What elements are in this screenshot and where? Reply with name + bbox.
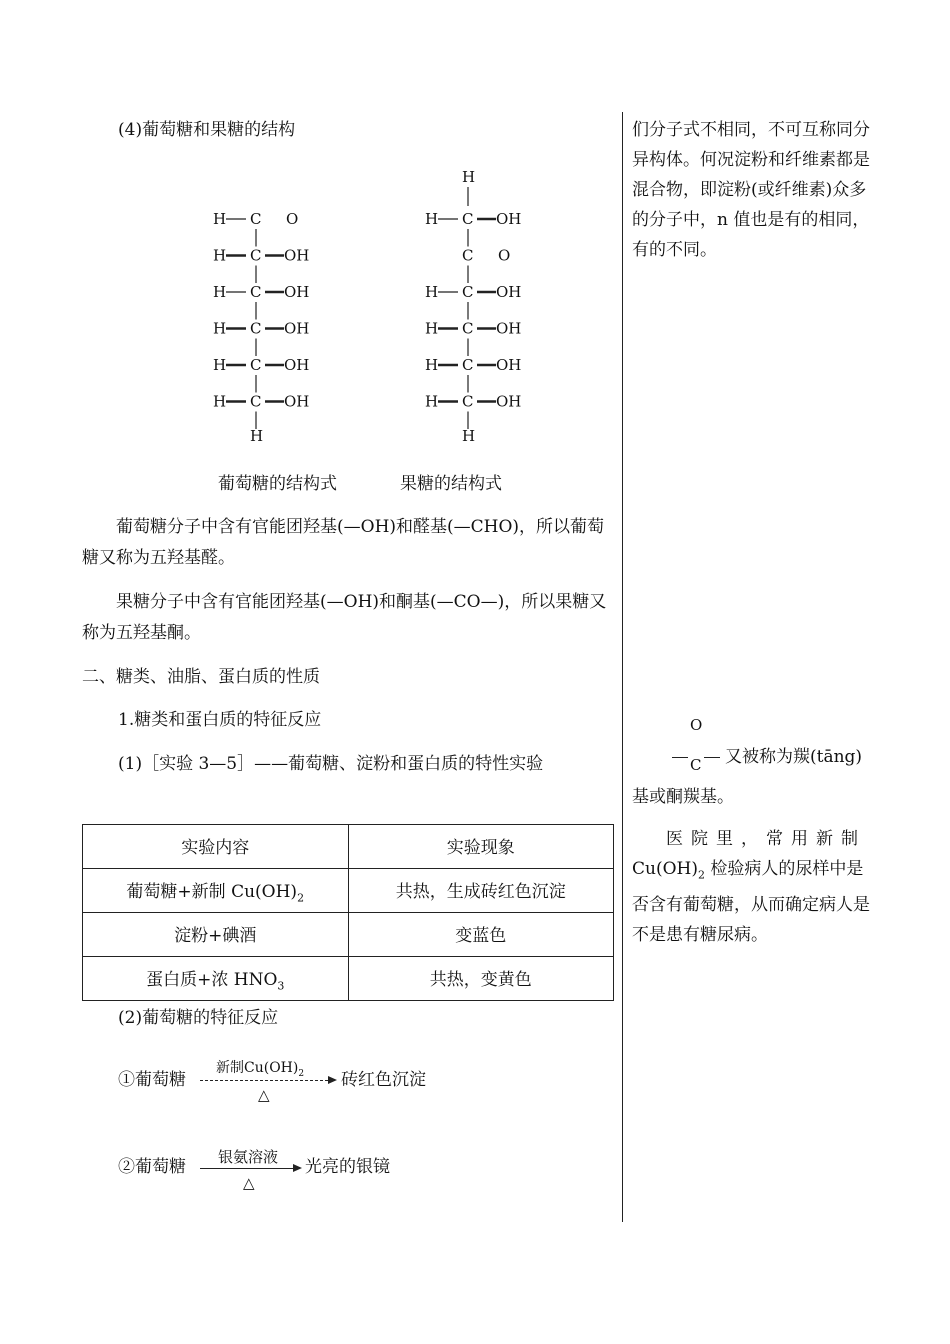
atom-label: C xyxy=(462,246,474,265)
carbonyl-note-cont: 基或酮羰基。 xyxy=(632,787,734,807)
carbonyl-note: 又被称为羰(tāng) xyxy=(725,747,863,767)
reaction-section-title: (2)葡萄糖的特征反应 xyxy=(118,1008,279,1028)
subscript: 2 xyxy=(697,868,705,882)
formula: Cu(OH) xyxy=(632,859,698,879)
atom-label: H xyxy=(213,356,227,374)
atom-label: H xyxy=(213,210,227,228)
cell-text: 蛋白质+浓 HNO xyxy=(146,970,278,990)
glucose-caption: 葡萄糖的结构式 xyxy=(218,474,337,494)
atom-label: H xyxy=(213,392,227,411)
table-row xyxy=(83,913,614,957)
cell-text: 葡萄糖+新制 Cu(OH) xyxy=(126,882,298,902)
heat-symbol: △ xyxy=(258,1086,270,1104)
experiment-title: (1)［实验 3—5］——葡萄糖、淀粉和蛋白质的特性实验 xyxy=(118,754,544,774)
arrow-head-icon xyxy=(293,1164,302,1172)
note-line: 医院里，常用新制 xyxy=(666,829,866,849)
atom-label: H xyxy=(250,427,264,445)
atom-label: H xyxy=(425,283,439,301)
paragraph-glucose: 葡萄糖分子中含有官能团羟基(—OH)和醛基(—CHO)，所以葡萄糖又称为五羟基醛。 xyxy=(82,517,605,568)
note-body xyxy=(632,854,870,950)
note-text: 检验病人的尿样中是否含有葡萄糖，从而确定病人是不是患有糖尿病。 xyxy=(632,859,870,946)
table-cell xyxy=(83,869,349,913)
atom-label: C xyxy=(462,319,474,338)
table-cell: 变蓝色 xyxy=(348,913,614,957)
atom-label: C xyxy=(250,392,262,411)
section-title-properties: 二、糖类、油脂、蛋白质的性质 xyxy=(82,667,320,687)
reaction-1-reactant: ①葡萄糖 xyxy=(118,1070,186,1090)
subscript: 2 xyxy=(297,891,305,905)
atom-label: OH xyxy=(284,356,310,374)
carbonyl-carbon: C xyxy=(690,756,702,774)
section-heading-structures: (4)葡萄糖和果糖的结构 xyxy=(118,120,296,140)
table-row xyxy=(83,869,614,913)
fructose-caption: 果糖的结构式 xyxy=(400,474,502,494)
glucose-structure xyxy=(213,210,309,445)
atom-label: C xyxy=(250,319,262,338)
reaction-2-reactant: ②葡萄糖 xyxy=(118,1157,186,1177)
table-cell xyxy=(83,913,349,957)
atom-label: H xyxy=(425,210,439,228)
bond-line xyxy=(672,757,688,758)
atom-label: H xyxy=(213,283,227,301)
table-row xyxy=(83,957,614,1001)
table-cell: 共热，生成砖红色沉淀 xyxy=(348,869,614,913)
atom-label: C xyxy=(462,283,474,301)
table-cell: 共热，变黄色 xyxy=(348,957,614,1001)
atom-label: C xyxy=(250,210,262,228)
atom-label: H xyxy=(462,168,476,186)
arrow-head-icon xyxy=(328,1076,337,1084)
atom-label: H xyxy=(462,427,476,445)
reaction-2-condition: 银氨溶液 xyxy=(218,1148,279,1166)
paragraph-fructose: 果糖分子中含有官能团羟基(—OH)和酮基(—CO—)，所以果糖又称为五羟基酮。 xyxy=(82,592,607,643)
atom-label: OH xyxy=(284,392,310,411)
subsection-title: 1.糖类和蛋白质的特征反应 xyxy=(118,710,322,730)
heat-symbol: △ xyxy=(243,1174,255,1192)
atom-label: C xyxy=(250,356,262,374)
atom-label: OH xyxy=(496,356,522,374)
atom-label: OH xyxy=(496,283,522,301)
table-header: 实验内容 xyxy=(83,825,349,869)
table-cell xyxy=(83,957,349,1001)
atom-label: C xyxy=(250,246,262,265)
atom-label: OH xyxy=(496,319,522,338)
condition-text: 新制Cu(OH) xyxy=(216,1060,299,1076)
atom-label: H xyxy=(425,356,439,374)
atom-label: C xyxy=(462,392,474,411)
atom-label: C xyxy=(462,356,474,374)
fructose-structure xyxy=(425,168,521,445)
atom-label: H xyxy=(213,319,227,338)
cell-text: 淀粉+碘酒 xyxy=(174,926,257,946)
reaction-2-product: 光亮的银镜 xyxy=(305,1157,390,1177)
atom-label: OH xyxy=(284,246,310,265)
bond-line xyxy=(704,757,720,758)
atom-label: OH xyxy=(496,392,522,411)
table-header-row xyxy=(83,825,614,869)
reaction-1-product: 砖红色沉淀 xyxy=(341,1070,426,1090)
atom-label: OH xyxy=(284,319,310,338)
atom-label: OH xyxy=(284,283,310,301)
atom-label: O xyxy=(286,210,299,228)
atom-label: H xyxy=(425,392,439,411)
atom-label: O xyxy=(498,246,511,265)
atom-label: OH xyxy=(496,210,522,228)
atom-label: H xyxy=(425,319,439,338)
side-note-diabetes xyxy=(632,824,870,950)
subscript: 3 xyxy=(277,979,285,993)
atom-label: C xyxy=(462,210,474,228)
reaction-1-arrow xyxy=(200,1080,328,1081)
side-note-isomers: 们分子式不相同，不可互称同分异构体。何况淀粉和纤维素都是混合物，即淀粉(或纤维素)众多的分子中，n 值也是有的相同，有的不同。 xyxy=(632,120,870,260)
structure-diagram xyxy=(200,160,560,460)
atom-label: C xyxy=(250,283,262,301)
table-header: 实验现象 xyxy=(348,825,614,869)
carbonyl-oxygen: O xyxy=(690,716,703,734)
experiment-table xyxy=(82,824,614,1001)
atom-label: H xyxy=(213,246,227,265)
reaction-2-arrow xyxy=(200,1168,293,1169)
column-divider xyxy=(622,112,623,1222)
subscript: 2 xyxy=(298,1068,305,1079)
